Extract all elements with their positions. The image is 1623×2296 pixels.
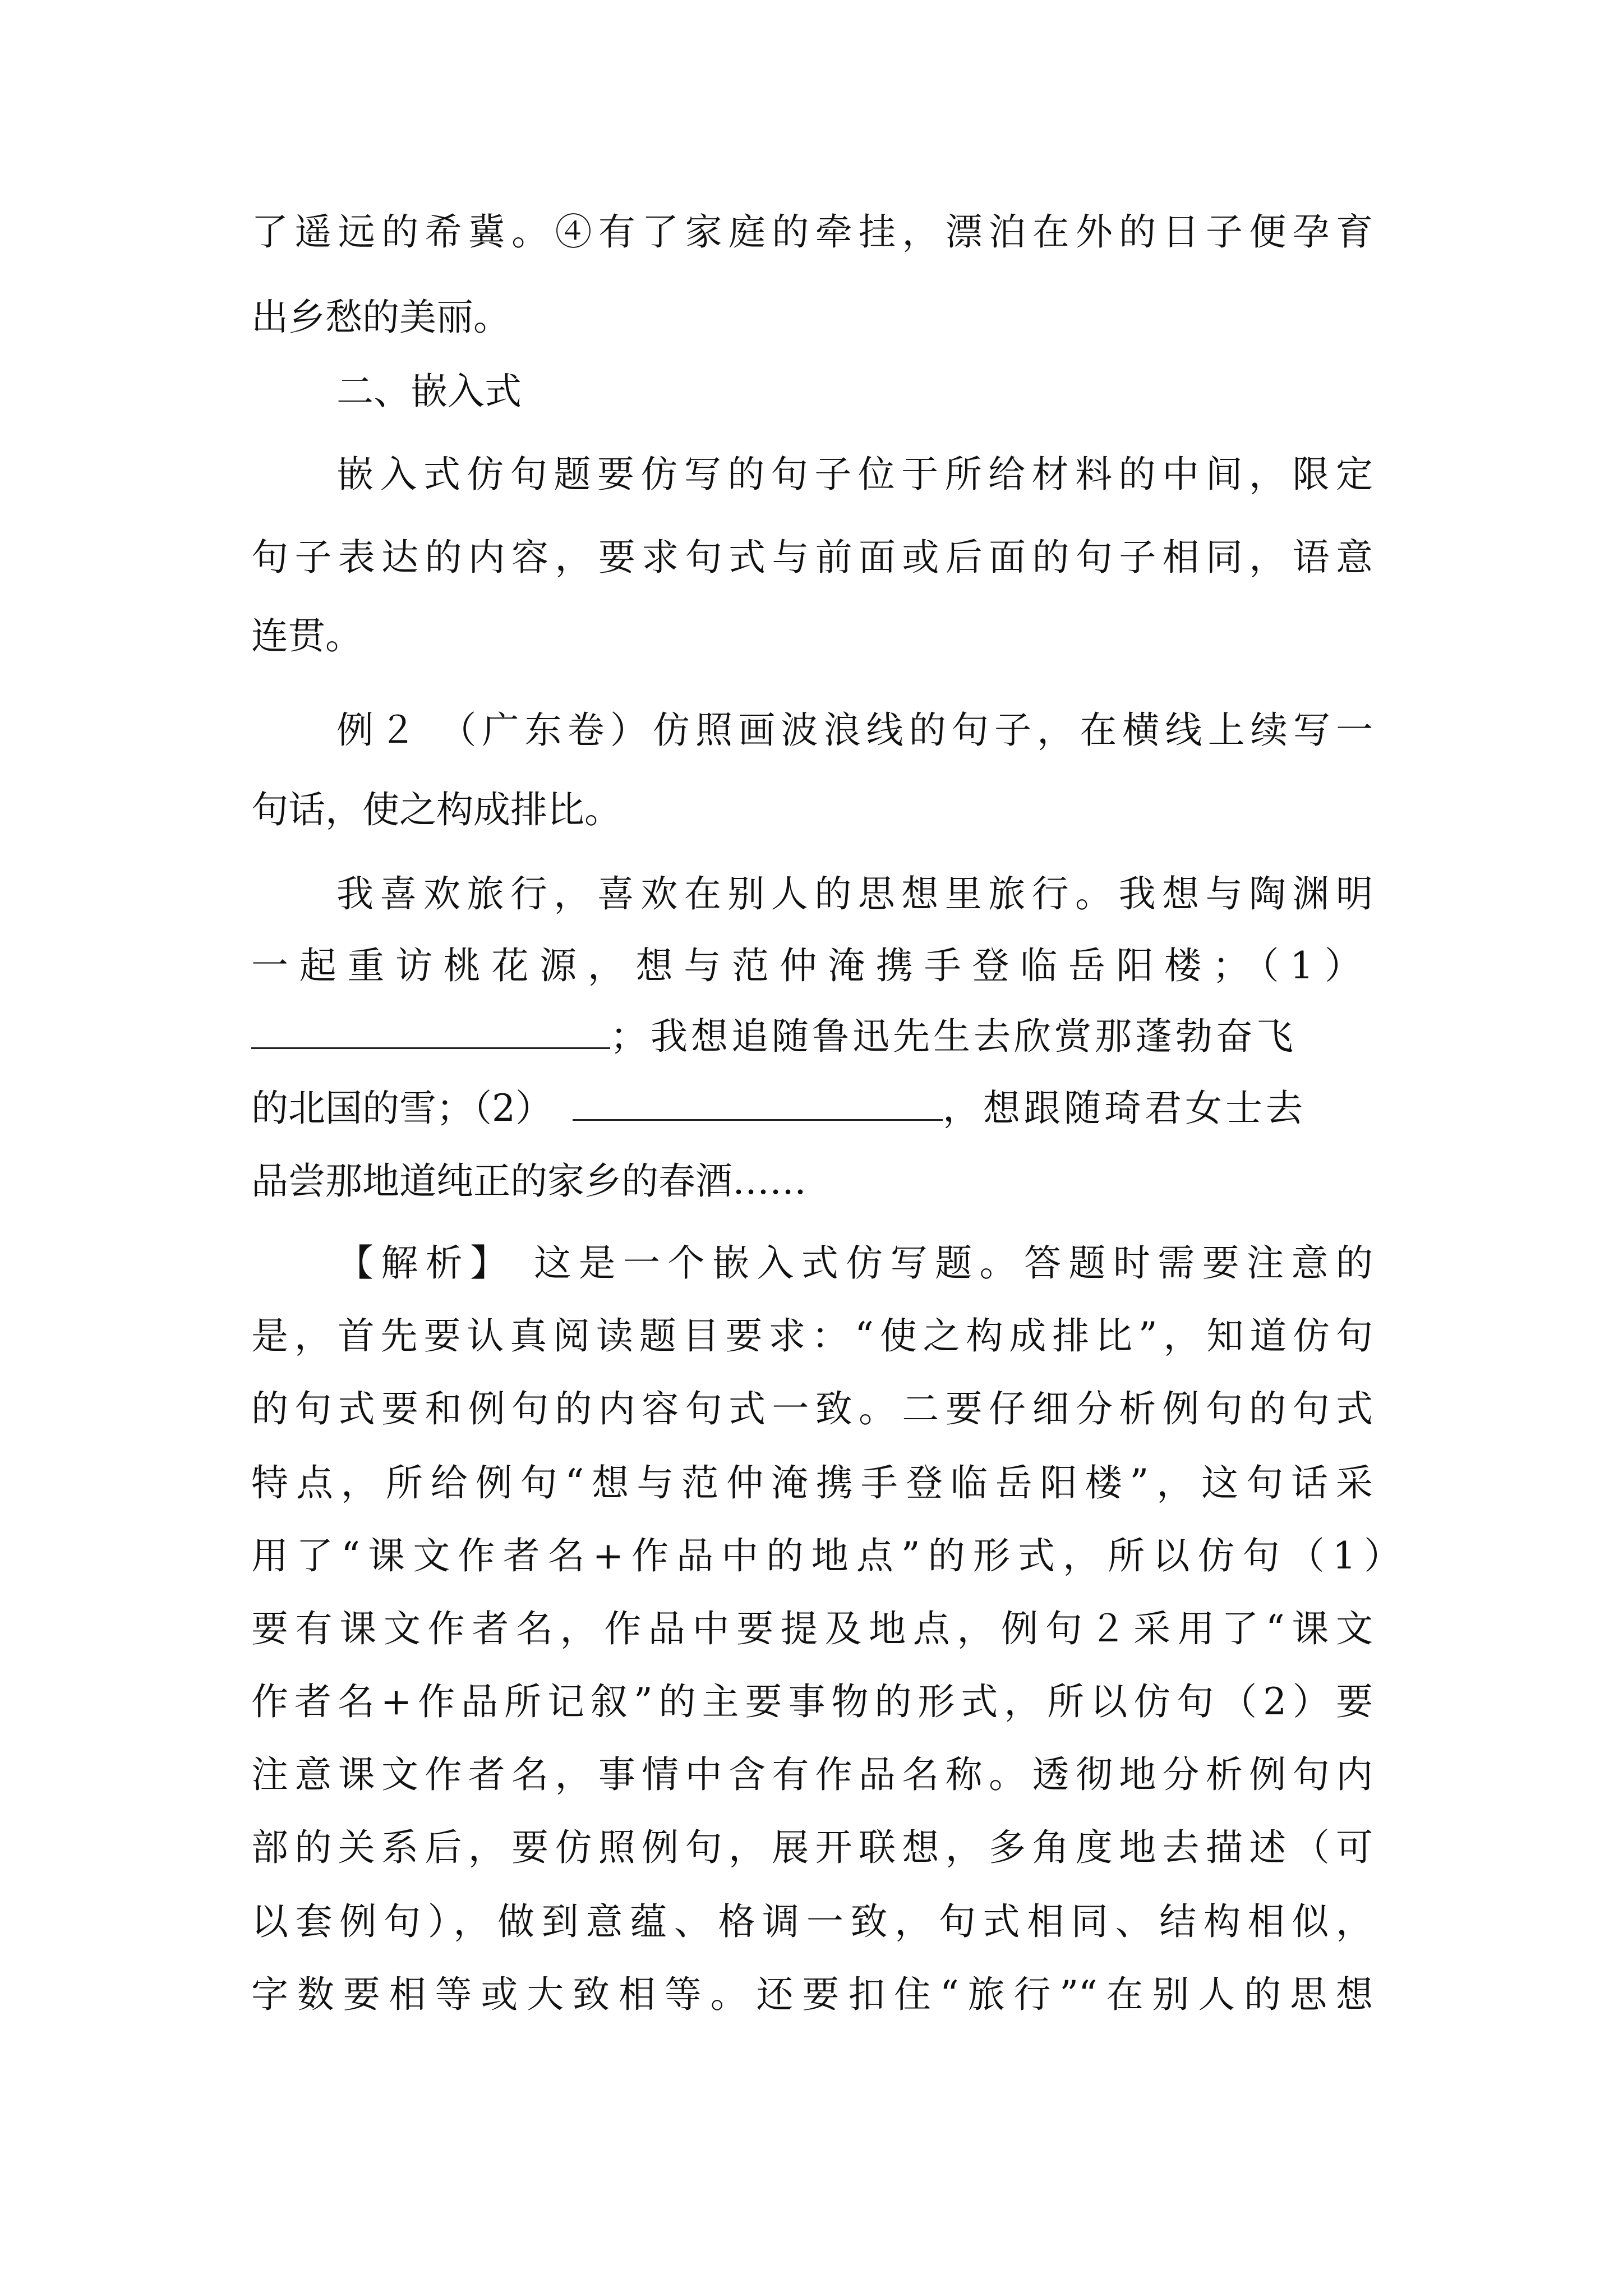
analysis-line-2: 是，首先要认真阅读题目要求：“使之构成排比”，知道仿句 <box>251 1314 1373 1358</box>
answer-blank-1[interactable] <box>251 1010 610 1049</box>
analysis-line-7: 作者名+作品所记叙”的主要事物的形式，所以仿句（2）要 <box>251 1680 1373 1723</box>
section-heading: 二、嵌入式 <box>336 370 522 413</box>
analysis-line-11: 字数要相等或大致相等。还要扣住“旅行”“在别人的思想 <box>251 1973 1373 2016</box>
analysis-line-3: 的句式要和例句的内容句式一致。二要仔细分析例句的句式 <box>251 1387 1373 1430</box>
text-line-6: 连贯。 <box>251 614 362 657</box>
text-line-5: 句子表达的内容，要求句式与前面或后面的句子相同，语意 <box>251 536 1373 579</box>
analysis-line-6: 要有课文作者名，作品中要提及地点，例句２采用了“课文 <box>251 1607 1373 1650</box>
example-heading-line: 例２ （广东卷）仿照画波浪线的句子，在横线上续写一 <box>336 708 1373 752</box>
question-line-4-text: 的北国的雪；（2） <box>251 1087 552 1130</box>
analysis-line-4: 特点，所给例句“想与范仲淹携手登临岳阳楼”，这句话采 <box>251 1461 1373 1504</box>
question-line-3 <box>251 1001 1373 1073</box>
question-line-4-tail: ，想跟随琦君女士去 <box>943 1087 1306 1130</box>
question-line-2: 一起重访桃花源，想与范仲淹携手登临岳阳楼；（1） <box>251 944 1362 987</box>
text-line-2: 出乡愁的美丽。 <box>251 296 510 339</box>
question-line-3-text: ；我想追随鲁迅先生去欣赏那蓬勃奋飞 <box>610 1015 1297 1058</box>
text-line-4: 嵌入式仿句题要仿写的句子位于所给材料的中间，限定 <box>336 453 1373 496</box>
analysis-line-5: 用了“课文作者名+作品中的地点”的形式，所以仿句（1） <box>251 1534 1401 1577</box>
question-line-5: 品尝那地道纯正的家乡的春酒…… <box>251 1159 806 1203</box>
question-line-1: 我喜欢旅行，喜欢在别人的思想里旅行。我想与陶渊明 <box>336 872 1373 915</box>
answer-blank-2[interactable] <box>573 1082 943 1121</box>
analysis-line-9: 部的关系后，要仿照例句，展开联想，多角度地去描述（可 <box>251 1826 1373 1869</box>
analysis-line-1: 【解析】 这是一个嵌入式仿写题。答题时需要注意的 <box>336 1241 1373 1285</box>
analysis-line-10: 以套例句），做到意蕴、格调一致，句式相同、结构相似， <box>251 1900 1373 1943</box>
text-line-1: 了遥远的希冀。④有了家庭的牵挂，漂泊在外的日子便孕育 <box>251 210 1373 254</box>
question-line-4 <box>251 1073 1373 1144</box>
analysis-line-8: 注意课文作者名，事情中含有作品名称。透彻地分析例句内 <box>251 1753 1373 1796</box>
text-line-8: 句话，使之构成排比。 <box>251 788 621 831</box>
